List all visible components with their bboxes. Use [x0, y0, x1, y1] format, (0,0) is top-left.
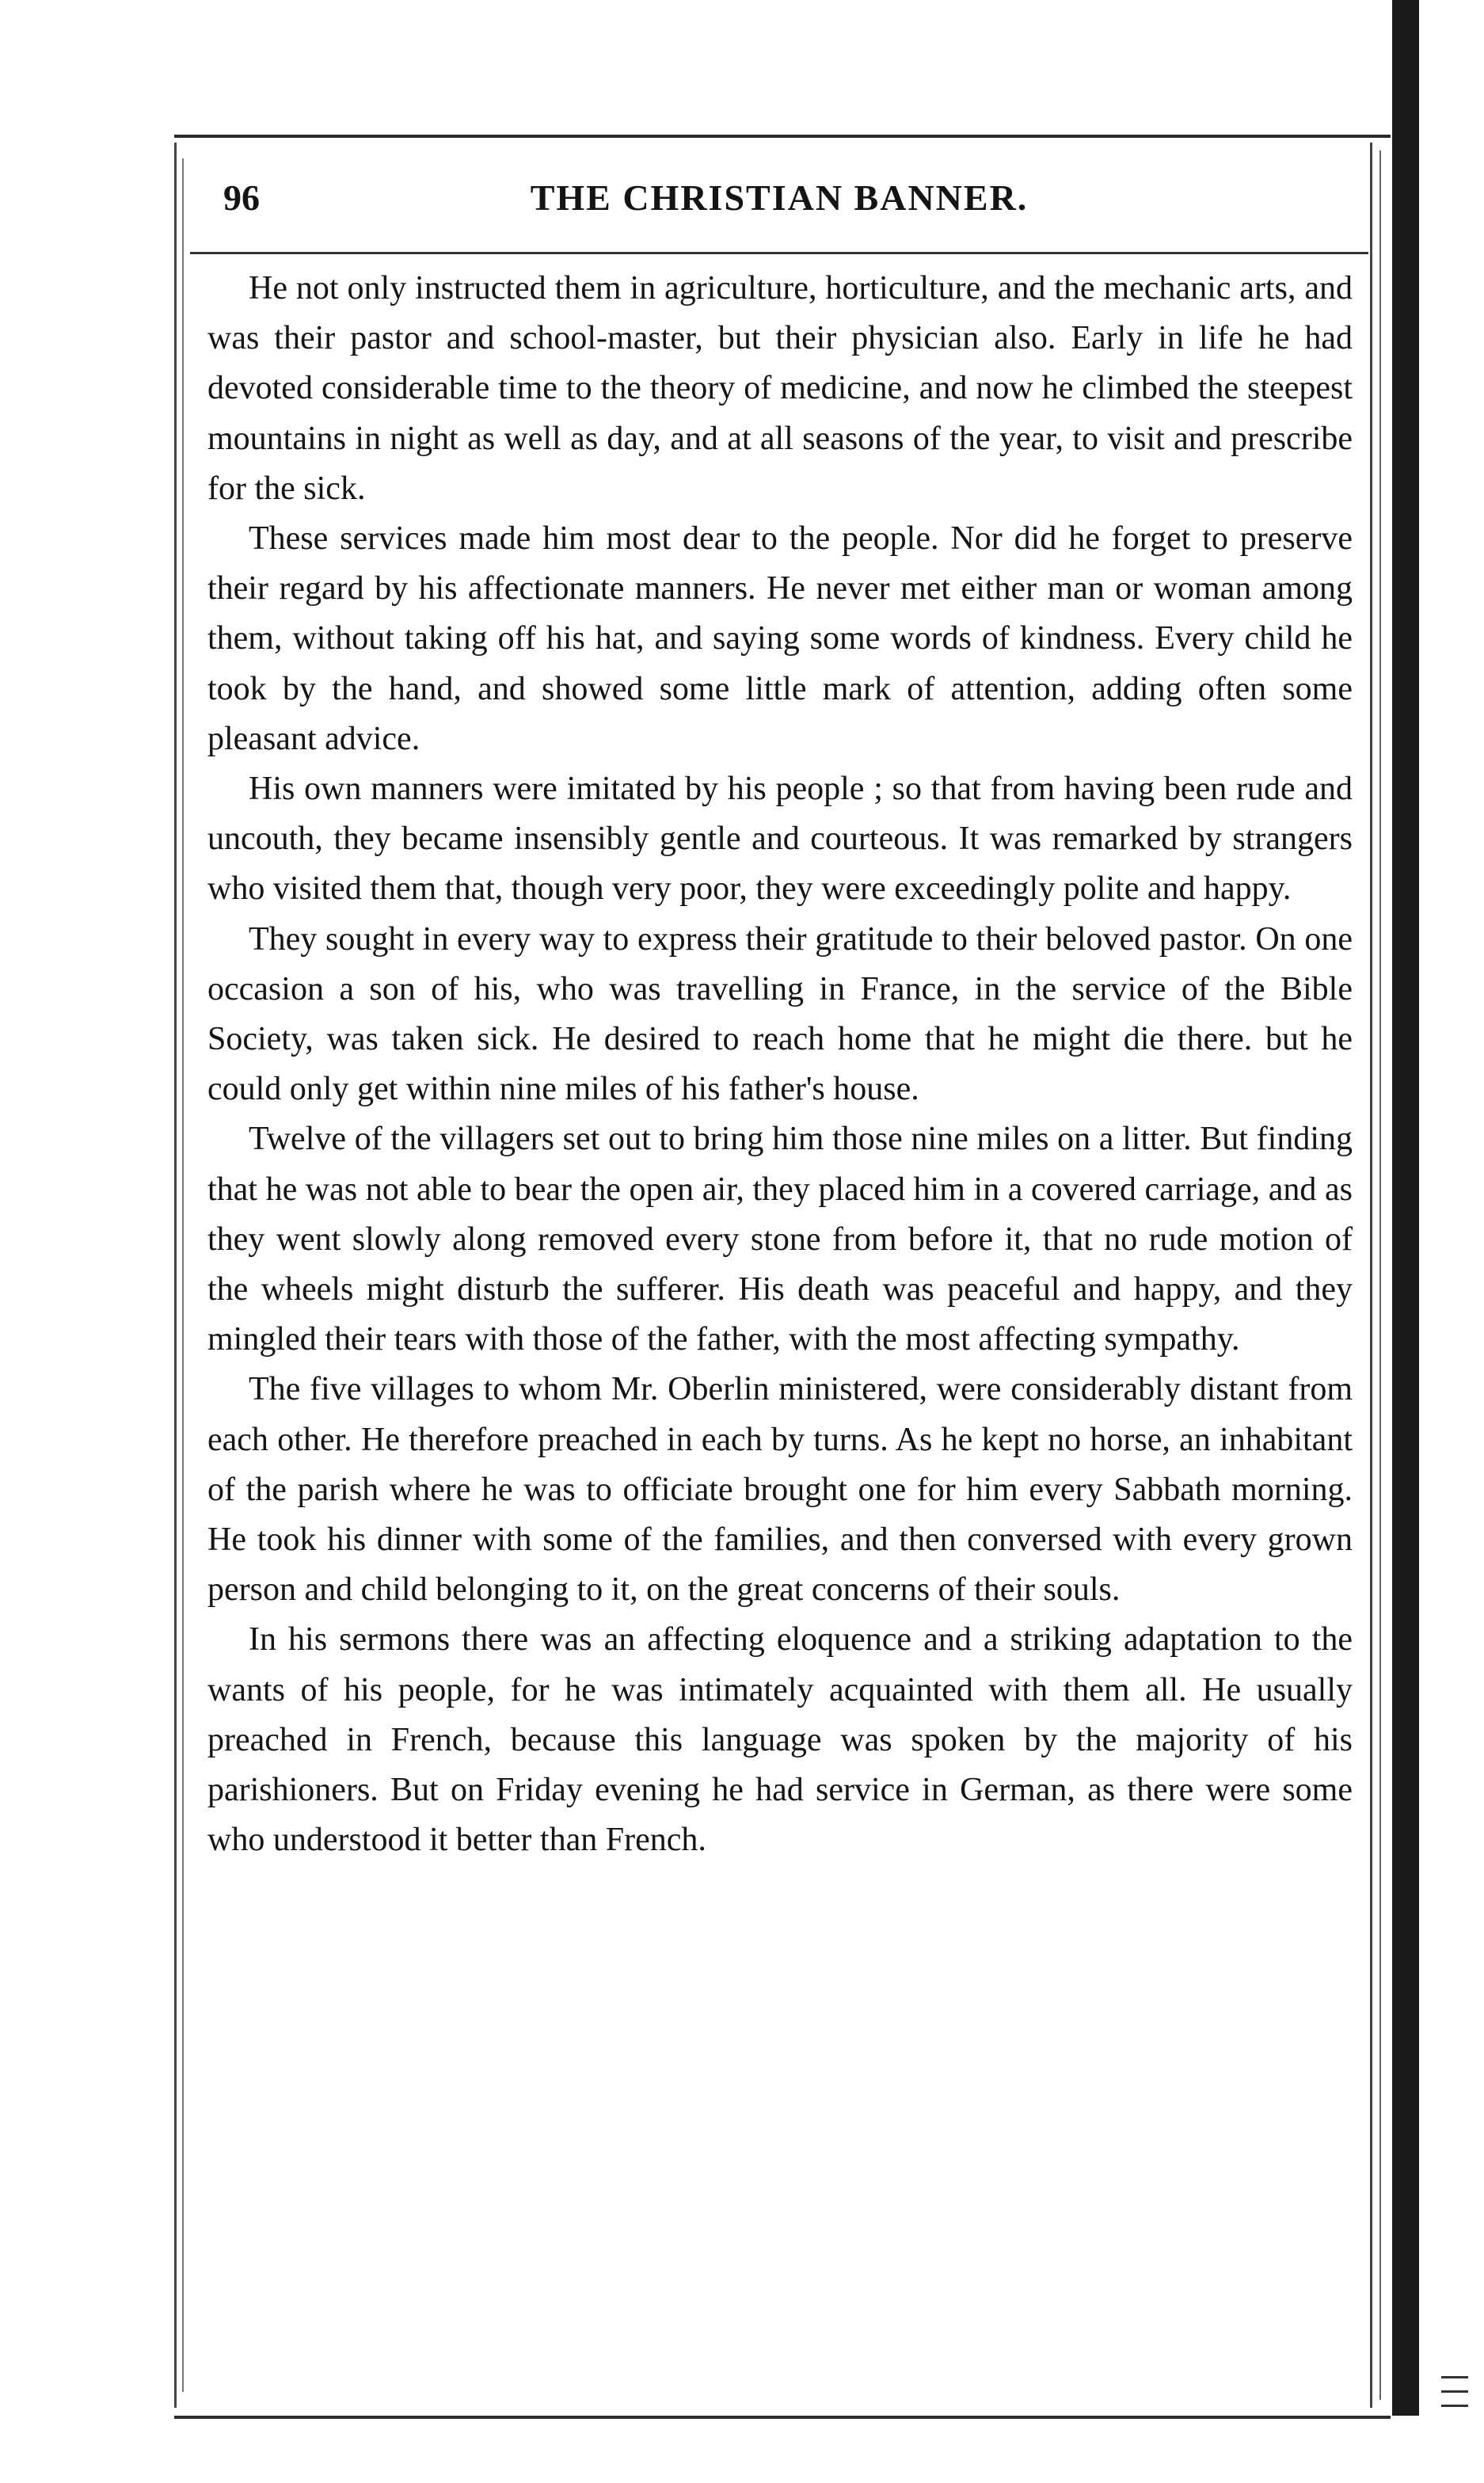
scan-edge-bar	[1392, 0, 1419, 2416]
paragraph: His own manners were imitated by his people ; so that from having been rude and uncouth, they became insensibly gentle and courteous. It was remarked by strangers who visited them that, though very poor, they were exceedingly polite and happy.	[207, 771, 1353, 908]
right-inner-rule	[1379, 150, 1381, 2400]
running-head	[190, 170, 1368, 242]
header-rule	[190, 252, 1368, 254]
left-border-rule	[174, 143, 177, 2408]
paragraph: In his sermons there was an affecting eloquence and a striking adaptation to the wants of his people, for he was intimately acquainted with them all. He usually preached in French, because this language was spoken by the majority of his parishioners. But on Friday evening he had service in German, as there were some who understood it better than French.	[207, 1621, 1353, 1859]
paragraph: Twelve of the villagers set out to bring him those nine miles on a litter. But finding that he was not able to bear the open air, they placed him in a covered carriage, and as they went slowly along removed every stone from before it, that no rude motion of the wheels might disturb the sufferer. His death was peaceful and happy, and they mingled their tears with those of the father, with the most affecting sympathy.	[207, 1121, 1353, 1358]
margin-marks	[1441, 2368, 1473, 2416]
right-border-rule	[1370, 143, 1372, 2408]
journal-title: THE CHRISTIAN BANNER.	[530, 177, 1029, 218]
article-body	[207, 264, 1353, 2402]
bottom-border-rule	[174, 2416, 1391, 2419]
top-border-rule	[174, 135, 1391, 138]
left-inner-rule	[182, 158, 184, 2392]
paragraph: He not only instructed them in agriculture, horticulture, and the mechanic arts, and was their pastor and school-master, but their physician also. Early in life he had devoted considerable time to the theory of medicine, and now he climbed the steepest mountains in night as well as day, and at all seasons of the year, to visit and prescribe for the sick.	[207, 270, 1353, 507]
page-number: 96	[223, 177, 260, 218]
paragraph: These services made him most dear to the people. Nor did he forget to preserve their regard by his affectionate manners. He never met either man or woman among them, without taking off his hat, and saying some words of kindness. Every child he took by the hand, and showed some little mark of attention, adding often some pleasant advice.	[207, 520, 1353, 757]
paragraph: They sought in every way to express their gratitude to their beloved pastor. On one occasion a son of his, who was travelling in France, in the service of the Bible Society, was taken sick. He desired to reach home that he might die there. but he could only get within nine miles of his father's house.	[207, 920, 1353, 1108]
paragraph: The five villages to whom Mr. Oberlin ministered, were considerably distant from each other. He therefore preached in each by turns. As he kept no horse, an inhabitant of the parish where he was to officiate brought one for him every Sabbath morning. He took his dinner with some of the families, and then conversed with every grown person and child belonging to it, on the great concerns of their souls.	[207, 1371, 1353, 1609]
